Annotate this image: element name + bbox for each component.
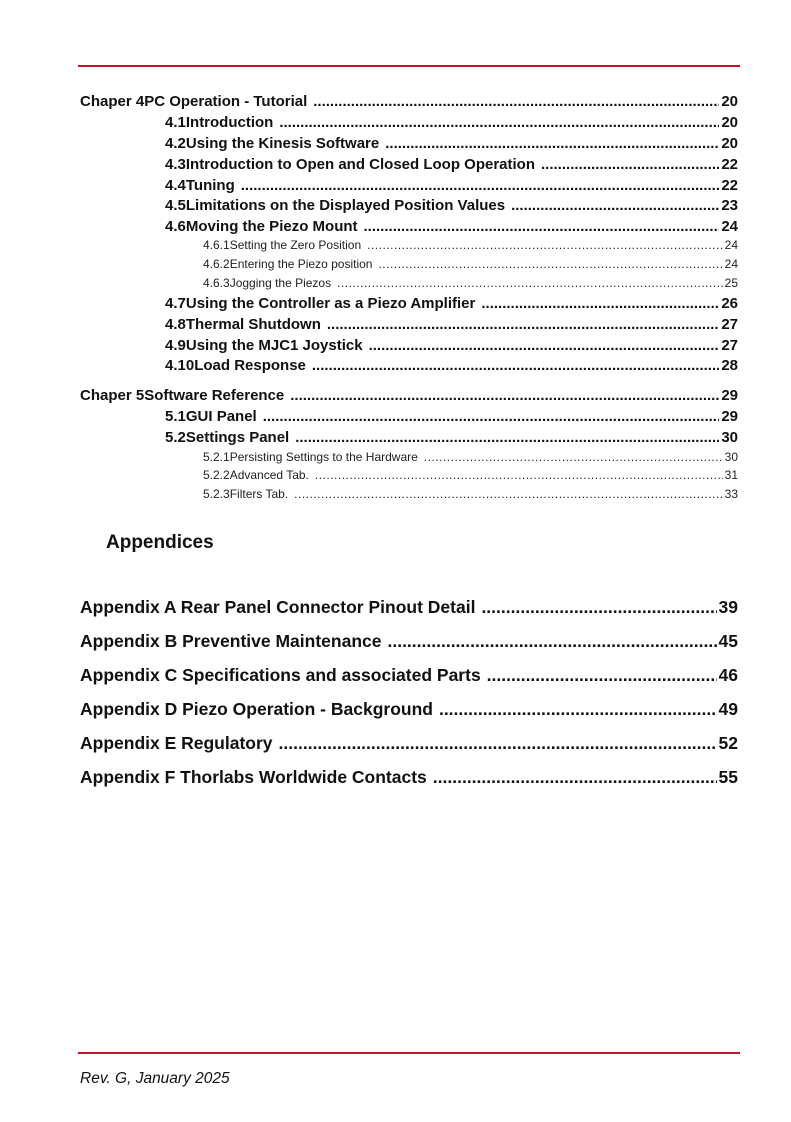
toc-entry-number: 4.6 — [165, 218, 186, 235]
toc-entry[interactable] — [165, 218, 738, 239]
toc-entry-page: 20 — [721, 93, 738, 110]
toc-entry[interactable] — [80, 387, 738, 408]
toc-entry-page: 23 — [721, 197, 738, 214]
toc-entry[interactable] — [165, 177, 738, 198]
appendix-entry[interactable] — [80, 699, 738, 733]
dot-leader — [364, 218, 720, 235]
toc-entry[interactable] — [165, 295, 738, 316]
dot-leader — [313, 93, 719, 110]
appendix-entry-page: 52 — [718, 733, 738, 753]
appendix-entry-title: Appendix A Rear Panel Connector Pinout Detail — [80, 597, 476, 617]
toc-entry-page: 28 — [721, 357, 738, 374]
toc-entry-number: 4.4 — [165, 177, 186, 194]
toc-entry-title: Introduction — [185, 114, 274, 131]
dot-leader — [378, 257, 722, 271]
toc-entry[interactable] — [165, 197, 738, 218]
toc-entry-title: Using the Controller as a Piezo Amplifier — [185, 295, 476, 312]
toc-entry[interactable] — [165, 408, 738, 429]
dot-leader — [511, 197, 719, 214]
dot-leader — [279, 114, 719, 131]
toc-entry-number: 4.6.2 — [203, 257, 230, 271]
toc-entry-title: GUI Panel — [185, 408, 257, 425]
toc-entry-page: 33 — [724, 487, 738, 501]
dot-leader — [263, 408, 720, 425]
appendices-heading: Appendices — [106, 532, 214, 553]
toc-entry-title: Advanced Tab. — [229, 468, 309, 482]
dot-leader — [481, 295, 719, 312]
dot-leader — [424, 450, 723, 464]
toc-entry-page: 25 — [724, 276, 738, 290]
toc-entry[interactable] — [165, 135, 738, 156]
dot-leader — [385, 135, 719, 152]
toc-entry-page: 22 — [721, 177, 738, 194]
toc-entry-number: 4.5 — [165, 197, 186, 214]
toc-entry-page: 29 — [721, 387, 738, 404]
toc-entry-title: Persisting Settings to the Hardware — [229, 450, 418, 464]
toc-entry-title: Filters Tab. — [229, 487, 289, 501]
toc-entry-page: 20 — [721, 114, 738, 131]
appendix-entry-title: Appendix F Thorlabs Worldwide Contacts — [80, 767, 427, 787]
toc-entry-number: 4.1 — [165, 114, 186, 131]
toc-entry[interactable] — [203, 257, 738, 276]
dot-leader — [290, 387, 719, 404]
appendix-entry-page: 49 — [718, 699, 738, 719]
dot-leader — [294, 487, 722, 501]
toc-entry[interactable] — [203, 468, 738, 487]
toc-entry-title: Tuning — [185, 177, 235, 194]
dot-leader — [241, 177, 720, 194]
toc-entry-number: 5.2 — [165, 429, 186, 446]
toc-entry-title: Using the MJC1 Joystick — [185, 337, 363, 354]
toc-entry-number: 4.6.1 — [203, 238, 230, 252]
appendix-entry-page: 46 — [718, 665, 738, 685]
toc-entry-page: 30 — [721, 429, 738, 446]
toc-entry[interactable] — [165, 156, 738, 177]
toc-entry-title: Introduction to Open and Closed Loop Operation — [185, 156, 536, 173]
dot-leader — [369, 337, 720, 354]
appendix-entry-page: 45 — [718, 631, 738, 651]
dot-leader — [337, 276, 723, 290]
toc-entry-number: 5.1 — [165, 408, 186, 425]
toc-entry-title: Software Reference — [144, 387, 285, 404]
toc-entry-title: Entering the Piezo position — [229, 257, 373, 271]
appendix-entry-title: Appendix B Preventive Maintenance — [80, 631, 382, 651]
toc-entry-number: 4.8 — [165, 316, 186, 333]
appendix-entry[interactable] — [80, 665, 738, 699]
toc-entry-page: 20 — [721, 135, 738, 152]
appendix-entry[interactable] — [80, 597, 738, 631]
toc-entry[interactable] — [165, 114, 738, 135]
toc-entry-title: Load Response — [194, 357, 306, 374]
toc-entry-title: Using the Kinesis Software — [185, 135, 380, 152]
dot-leader — [387, 631, 716, 652]
toc-entry-number: 4.10 — [165, 357, 195, 374]
toc-entry-title: Jogging the Piezos — [229, 276, 332, 290]
toc-entry-number: 5.2.3 — [203, 487, 230, 501]
toc-entry-number: 4.2 — [165, 135, 186, 152]
toc-entry[interactable] — [203, 487, 738, 506]
dot-leader — [439, 699, 717, 720]
toc-entry-title: Settings Panel — [185, 429, 290, 446]
toc-entry-number: 5.2.2 — [203, 468, 230, 482]
footer-revision: Rev. G, January 2025 — [80, 1070, 230, 1087]
toc-entry-page: 26 — [721, 295, 738, 312]
toc-entry-number: 4.6.3 — [203, 276, 230, 290]
toc-entry-title: Moving the Piezo Mount — [185, 218, 358, 235]
toc-entry-page: 31 — [724, 468, 738, 482]
toc-entry-page: 30 — [724, 450, 738, 464]
toc-entry-page: 29 — [721, 408, 738, 425]
toc-entry-title: PC Operation - Tutorial — [144, 93, 308, 110]
header-rule — [78, 65, 740, 67]
appendix-entry-title: Appendix C Specifications and associated Parts — [80, 665, 481, 685]
toc-entry-number: 4.9 — [165, 337, 186, 354]
toc-entry-page: 24 — [721, 218, 738, 235]
dot-leader — [327, 316, 719, 333]
toc-entry-number: Chaper 5 — [80, 387, 145, 404]
toc-entry[interactable] — [165, 316, 738, 337]
dot-leader — [315, 468, 723, 482]
toc-entry-title: Limitations on the Displayed Position Values — [185, 197, 506, 214]
dot-leader — [367, 238, 723, 252]
dot-leader — [279, 733, 717, 754]
toc-entry-number: 4.7 — [165, 295, 186, 312]
toc-entry-number: 4.3 — [165, 156, 186, 173]
appendix-entry-page: 55 — [718, 767, 738, 787]
appendix-entry-title: Appendix D Piezo Operation - Background — [80, 699, 433, 719]
appendix-entry[interactable] — [80, 631, 738, 665]
dot-leader — [312, 357, 719, 374]
toc-entry-page: 24 — [724, 257, 738, 271]
dot-leader — [487, 665, 717, 686]
dot-leader — [541, 156, 719, 173]
dot-leader — [295, 429, 719, 446]
toc-entry-page: 24 — [724, 238, 738, 252]
toc-entry-number: Chaper 4 — [80, 93, 145, 110]
appendix-entry[interactable] — [80, 733, 738, 767]
toc-entry-page: 22 — [721, 156, 738, 173]
toc-entry[interactable] — [165, 357, 738, 378]
appendix-entry-title: Appendix E Regulatory — [80, 733, 273, 753]
toc-entry[interactable] — [203, 238, 738, 257]
dot-leader — [433, 767, 717, 788]
toc-entry[interactable] — [203, 450, 738, 469]
toc-entry-page: 27 — [721, 316, 738, 333]
footer-rule — [78, 1052, 740, 1054]
toc-entry[interactable] — [80, 93, 738, 114]
dot-leader — [481, 597, 716, 618]
appendix-entry-page: 39 — [718, 597, 738, 617]
toc-entry-number: 5.2.1 — [203, 450, 230, 464]
toc-entry-title: Thermal Shutdown — [185, 316, 321, 333]
toc-entry[interactable] — [165, 429, 738, 450]
toc-entry-title: Setting the Zero Position — [229, 238, 362, 252]
toc-entry[interactable] — [165, 337, 738, 358]
toc-entry[interactable] — [203, 276, 738, 295]
toc-entry-page: 27 — [721, 337, 738, 354]
appendix-entry[interactable] — [80, 767, 738, 801]
